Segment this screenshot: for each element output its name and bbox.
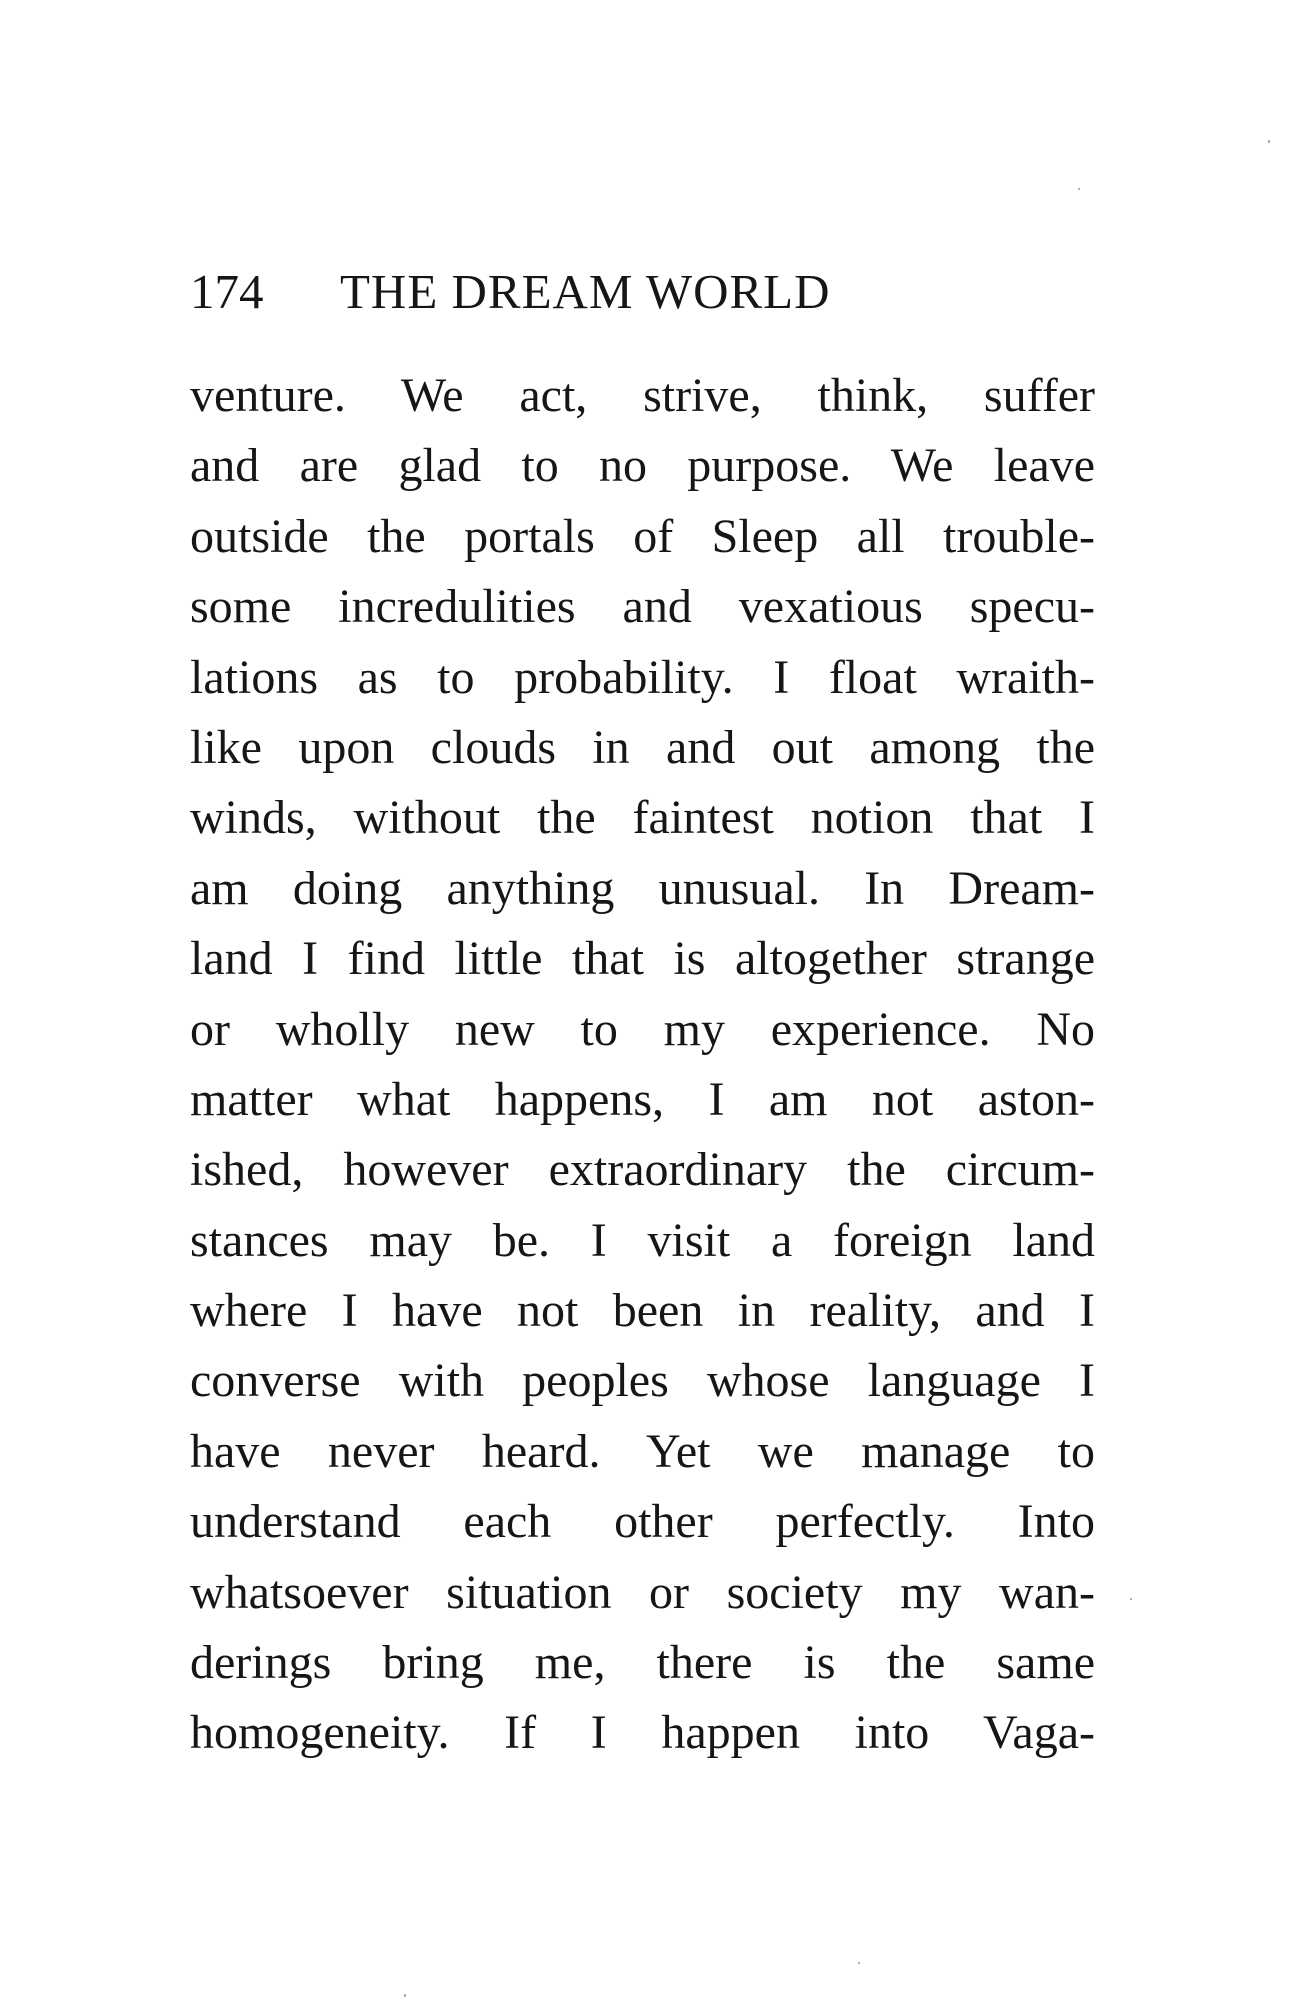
running-title: THE DREAM WORLD (340, 264, 831, 319)
text-line: venture. We act, strive, think, suffer (190, 369, 1095, 422)
body-text (190, 361, 1095, 1769)
text-line: converse with peoples whose language I (190, 1354, 1095, 1408)
page-number: 174 (190, 264, 264, 319)
paper-speck (404, 1994, 406, 1997)
text-line: winds, without the faintest notion that I (190, 791, 1095, 845)
text-line: stances may be. I visit a foreign land (190, 1213, 1095, 1267)
text-line: derings bring me, there is the same (190, 1636, 1095, 1690)
text-line: where I have not been in reality, and I (190, 1284, 1095, 1338)
text-line: lations as to probability. I float wraith- (190, 650, 1095, 704)
text-line: have never heard. Yet we manage to (190, 1424, 1095, 1478)
text-line: and are glad to no purpose. We leave (190, 439, 1095, 493)
paper-speck (1130, 1598, 1132, 1600)
paper-speck (858, 1962, 860, 1964)
paper-speck (1268, 140, 1270, 143)
text-line: am doing anything unusual. In Dream- (190, 861, 1095, 915)
text-line: matter what happens, I am not aston- (190, 1072, 1095, 1126)
text-line: land I find little that is altogether strange (190, 932, 1095, 986)
paper-speck (1078, 188, 1080, 190)
text-line: or wholly new to my experience. No (190, 1002, 1095, 1056)
text-line: ished, however extraordinary the circum- (190, 1143, 1095, 1197)
text-line: whatsoever situation or society my wan- (190, 1565, 1095, 1619)
text-line: homogeneity. If I happen into Vaga- (190, 1706, 1095, 1760)
text-line: understand each other perfectly. Into (190, 1495, 1095, 1549)
text-line: like upon clouds in and out among the (190, 720, 1095, 774)
text-line: some incredulities and vexatious specu- (190, 580, 1095, 634)
running-head (190, 262, 830, 322)
text-line: outside the portals of Sleep all trouble- (190, 509, 1095, 563)
